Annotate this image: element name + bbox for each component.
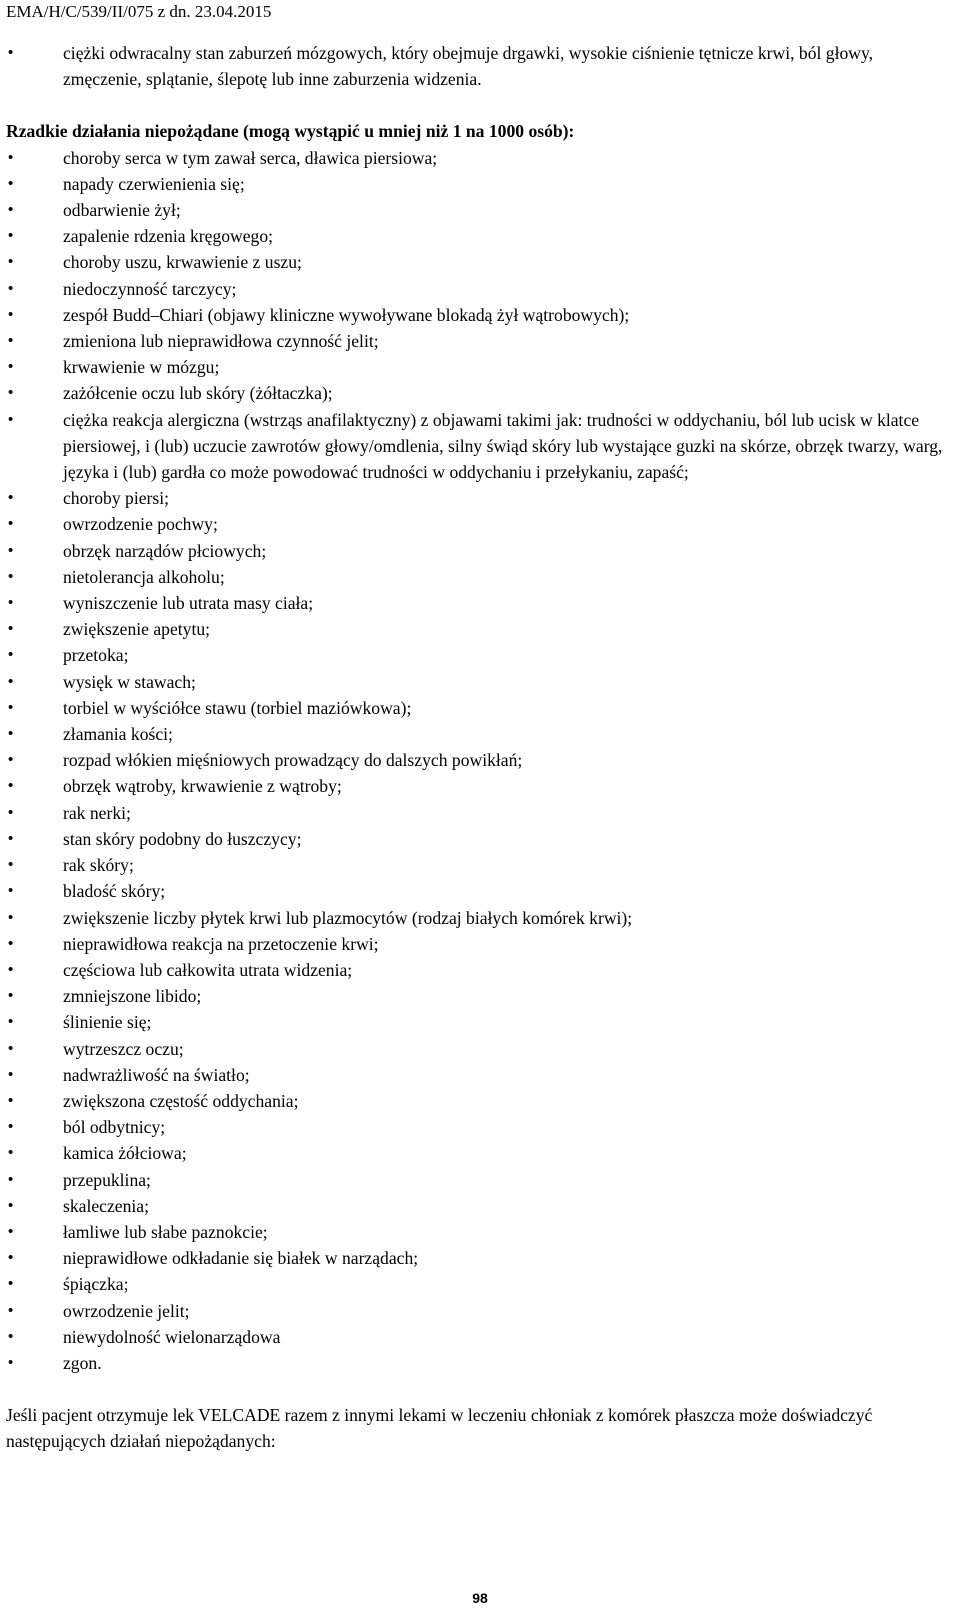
list-item — [6, 800, 956, 826]
list-item-text: rak nerki; — [63, 802, 131, 823]
bullet-icon: • — [8, 620, 14, 638]
list-item — [6, 564, 956, 590]
list-item — [6, 302, 956, 328]
bullet-icon: • — [8, 829, 14, 847]
list-item-text: zapalenie rdzenia kręgowego; — [63, 226, 274, 247]
page-number: 98 — [472, 1590, 488, 1606]
bullet-icon: • — [8, 1065, 14, 1083]
list-item — [6, 1271, 956, 1297]
list-item — [6, 511, 956, 537]
list-item — [6, 1140, 956, 1166]
list-item-text: łamliwe lub słabe paznokcie; — [63, 1221, 268, 1242]
list-item-text: owrzodzenie jelit; — [63, 1300, 190, 1321]
bullet-icon: • — [8, 646, 14, 664]
bullet-icon: • — [8, 1170, 14, 1188]
bullet-icon: • — [8, 1327, 14, 1345]
list-item-text: obrzęk narządów płciowych; — [63, 540, 267, 561]
list-item-text: częściowa lub całkowita utrata widzenia; — [63, 959, 353, 980]
list-item — [6, 538, 956, 564]
list-item — [6, 642, 956, 668]
list-item — [6, 223, 956, 249]
list-item — [6, 590, 956, 616]
list-item-text: odbarwienie żył; — [63, 200, 181, 221]
list-item-text: zwiększenie apetytu; — [63, 619, 211, 640]
list-item — [6, 354, 956, 380]
list-item-text: przetoka; — [63, 645, 129, 666]
list-item-text: wytrzeszcz oczu; — [63, 1038, 184, 1059]
list-item-text: zwiększona częstość oddychania; — [63, 1090, 299, 1111]
list-item-text: zmniejszone libido; — [63, 986, 202, 1007]
bullet-icon: • — [8, 227, 14, 245]
list-item — [6, 983, 956, 1009]
bullet-icon: • — [8, 1249, 14, 1267]
list-item-text: ciężka reakcja alergiczna (wstrząs anafilaktyczny) z objawami takimi jak: trudności w oddychaniu, ból lub ucisk w klatce piersiowej, i (lub) uczucie zawrotów głowy/omdlenia, silny świąd skóry lub wystające guzki na skórze, obrzęk twarzy, warg, języka i (lub) gardła co może powodować trudności w oddychaniu i przełykaniu, zapaść; — [63, 409, 943, 483]
bullet-icon: • — [8, 1275, 14, 1293]
bullet-icon: • — [8, 856, 14, 874]
list-item — [6, 276, 956, 302]
bullet-icon: • — [8, 1118, 14, 1136]
list-item-text: stan skóry podobny do łuszczycy; — [63, 828, 302, 849]
list-item-text: owrzodzenie pochwy; — [63, 514, 218, 535]
bullet-icon: • — [8, 253, 14, 271]
paragraph-gap — [6, 1376, 956, 1402]
list-item — [6, 197, 956, 223]
list-item — [6, 1167, 956, 1193]
list-item-text: choroby uszu, krwawienie z uszu; — [63, 252, 302, 273]
bullet-icon: • — [8, 515, 14, 533]
list-item-text: wysięk w stawach; — [63, 671, 196, 692]
bullet-icon: • — [8, 174, 14, 192]
list-item — [6, 1009, 956, 1035]
bullet-icon: • — [8, 987, 14, 1005]
list-item-text: niewydolność wielonarządowa — [63, 1326, 281, 1347]
list-item-text: zgon. — [63, 1352, 102, 1373]
bullet-icon: • — [8, 332, 14, 350]
list-item-text: ciężki odwracalny stan zaburzeń mózgowych, który obejmuje drgawki, wysokie ciśnienie tętnicze krwi, ból głowy, zmęczenie, splątanie, ślepotę lub inne zaburzenia widzenia. — [63, 43, 874, 90]
list-item-text: przepuklina; — [63, 1169, 151, 1190]
list-item — [6, 485, 956, 511]
list-item — [6, 931, 956, 957]
bullet-icon: • — [8, 489, 14, 507]
list-item-text: nieprawidłowa reakcja na przetoczenie krwi; — [63, 933, 379, 954]
bullet-icon: • — [8, 934, 14, 952]
list-item-text: nadwrażliwość na światło; — [63, 1064, 250, 1085]
bullet-icon: • — [8, 279, 14, 297]
list-item — [6, 249, 956, 275]
bullet-icon: • — [8, 44, 14, 61]
bullet-icon: • — [8, 358, 14, 376]
list-item — [6, 826, 956, 852]
bullet-icon: • — [8, 148, 14, 166]
list-item-text: napady czerwienienia się; — [63, 173, 245, 194]
list-item — [6, 1062, 956, 1088]
list-item — [6, 878, 956, 904]
list-item-text: wyniszczenie lub utrata masy ciała; — [63, 593, 314, 614]
bullet-icon: • — [8, 1039, 14, 1057]
list-item-text: torbiel w wyściółce stawu (torbiel maziówkowa); — [63, 697, 412, 718]
list-item — [6, 1193, 956, 1219]
bullet-icon: • — [8, 908, 14, 926]
list-item — [6, 145, 956, 171]
list-item-text: śpiączka; — [63, 1274, 129, 1295]
list-item — [6, 1088, 956, 1114]
rare-effects-list — [6, 145, 956, 1377]
list-item — [6, 957, 956, 983]
bullet-icon: • — [8, 384, 14, 402]
bullet-icon: • — [8, 305, 14, 323]
list-item-text: choroby piersi; — [63, 488, 170, 509]
list-item — [6, 669, 956, 695]
top-bullet-list — [6, 40, 956, 92]
list-item-text: zwiększenie liczby płytek krwi lub plazmocytów (rodzaj białych komórek krwi); — [63, 907, 633, 928]
list-item — [6, 1324, 956, 1350]
list-item — [6, 1036, 956, 1062]
list-item-text: kamica żółciowa; — [63, 1143, 187, 1164]
bullet-icon: • — [8, 541, 14, 559]
bullet-icon: • — [8, 725, 14, 743]
list-item — [6, 1298, 956, 1324]
bullet-icon: • — [8, 1091, 14, 1109]
list-item — [6, 747, 956, 773]
list-item-text: nietolerancja alkoholu; — [63, 566, 225, 587]
list-item-text: niedoczynność tarczycy; — [63, 278, 237, 299]
list-item — [6, 1219, 956, 1245]
list-item-text: nieprawidłowe odkładanie się białek w narządach; — [63, 1248, 419, 1269]
bullet-icon: • — [8, 1144, 14, 1162]
list-item — [6, 852, 956, 878]
list-item — [6, 407, 956, 486]
list-item-text: choroby serca w tym zawał serca, dławica piersiowa; — [63, 147, 438, 168]
list-item — [6, 721, 956, 747]
list-item-text: zmieniona lub nieprawidłowa czynność jelit; — [63, 331, 379, 352]
bullet-icon: • — [8, 882, 14, 900]
list-item — [6, 695, 956, 721]
paragraph-gap — [6, 92, 956, 118]
bullet-icon: • — [8, 1222, 14, 1240]
list-item — [6, 773, 956, 799]
bullet-icon: • — [8, 410, 14, 428]
list-item — [6, 171, 956, 197]
document-id-header: EMA/H/C/539/II/075 z dn. 23.04.2015 — [6, 2, 272, 21]
list-item-text: zespół Budd–Chiari (objawy kliniczne wywoływane blokadą żył wątrobowych); — [63, 304, 630, 325]
list-item-text: ból odbytnicy; — [63, 1117, 166, 1138]
bullet-icon: • — [8, 751, 14, 769]
bullet-icon: • — [8, 594, 14, 612]
list-item — [6, 1114, 956, 1140]
list-item-text: złamania kości; — [63, 724, 173, 745]
bullet-icon: • — [8, 1013, 14, 1031]
bullet-icon: • — [8, 960, 14, 978]
bullet-icon: • — [8, 698, 14, 716]
bullet-icon: • — [8, 672, 14, 690]
list-item-text: obrzęk wątroby, krwawienie z wątroby; — [63, 776, 342, 797]
list-item-text: krwawienie w mózgu; — [63, 357, 220, 378]
list-item-text: zażółcenie oczu lub skóry (żółtaczka); — [63, 383, 333, 404]
document-body — [6, 40, 956, 1455]
list-item-text: rak skóry; — [63, 855, 134, 876]
list-item-text: skaleczenia; — [63, 1195, 149, 1216]
bullet-icon: • — [8, 1301, 14, 1319]
bullet-icon: • — [8, 777, 14, 795]
list-item — [6, 1350, 956, 1376]
list-item — [6, 380, 956, 406]
list-item — [6, 40, 956, 92]
list-item — [6, 1245, 956, 1271]
list-item-text: ślinienie się; — [63, 1012, 152, 1033]
bullet-icon: • — [8, 567, 14, 585]
list-item-text: rozpad włókien mięśniowych prowadzący do dalszych powikłań; — [63, 750, 523, 771]
bullet-icon: • — [8, 1196, 14, 1214]
rare-effects-heading: Rzadkie działania niepożądane (mogą wystąpić u mniej niż 1 na 1000 osób): — [6, 121, 575, 142]
list-item-text: bladość skóry; — [63, 881, 166, 902]
list-item — [6, 616, 956, 642]
bullet-icon: • — [8, 803, 14, 821]
bullet-icon: • — [8, 201, 14, 219]
list-item — [6, 328, 956, 354]
closing-paragraph: Jeśli pacjent otrzymuje lek VELCADE razem z innymi lekami w leczeniu chłoniak z komórek płaszcza może doświadczyć następujących działań niepożądanych: — [6, 1405, 873, 1452]
bullet-icon: • — [8, 1353, 14, 1371]
list-item — [6, 905, 956, 931]
